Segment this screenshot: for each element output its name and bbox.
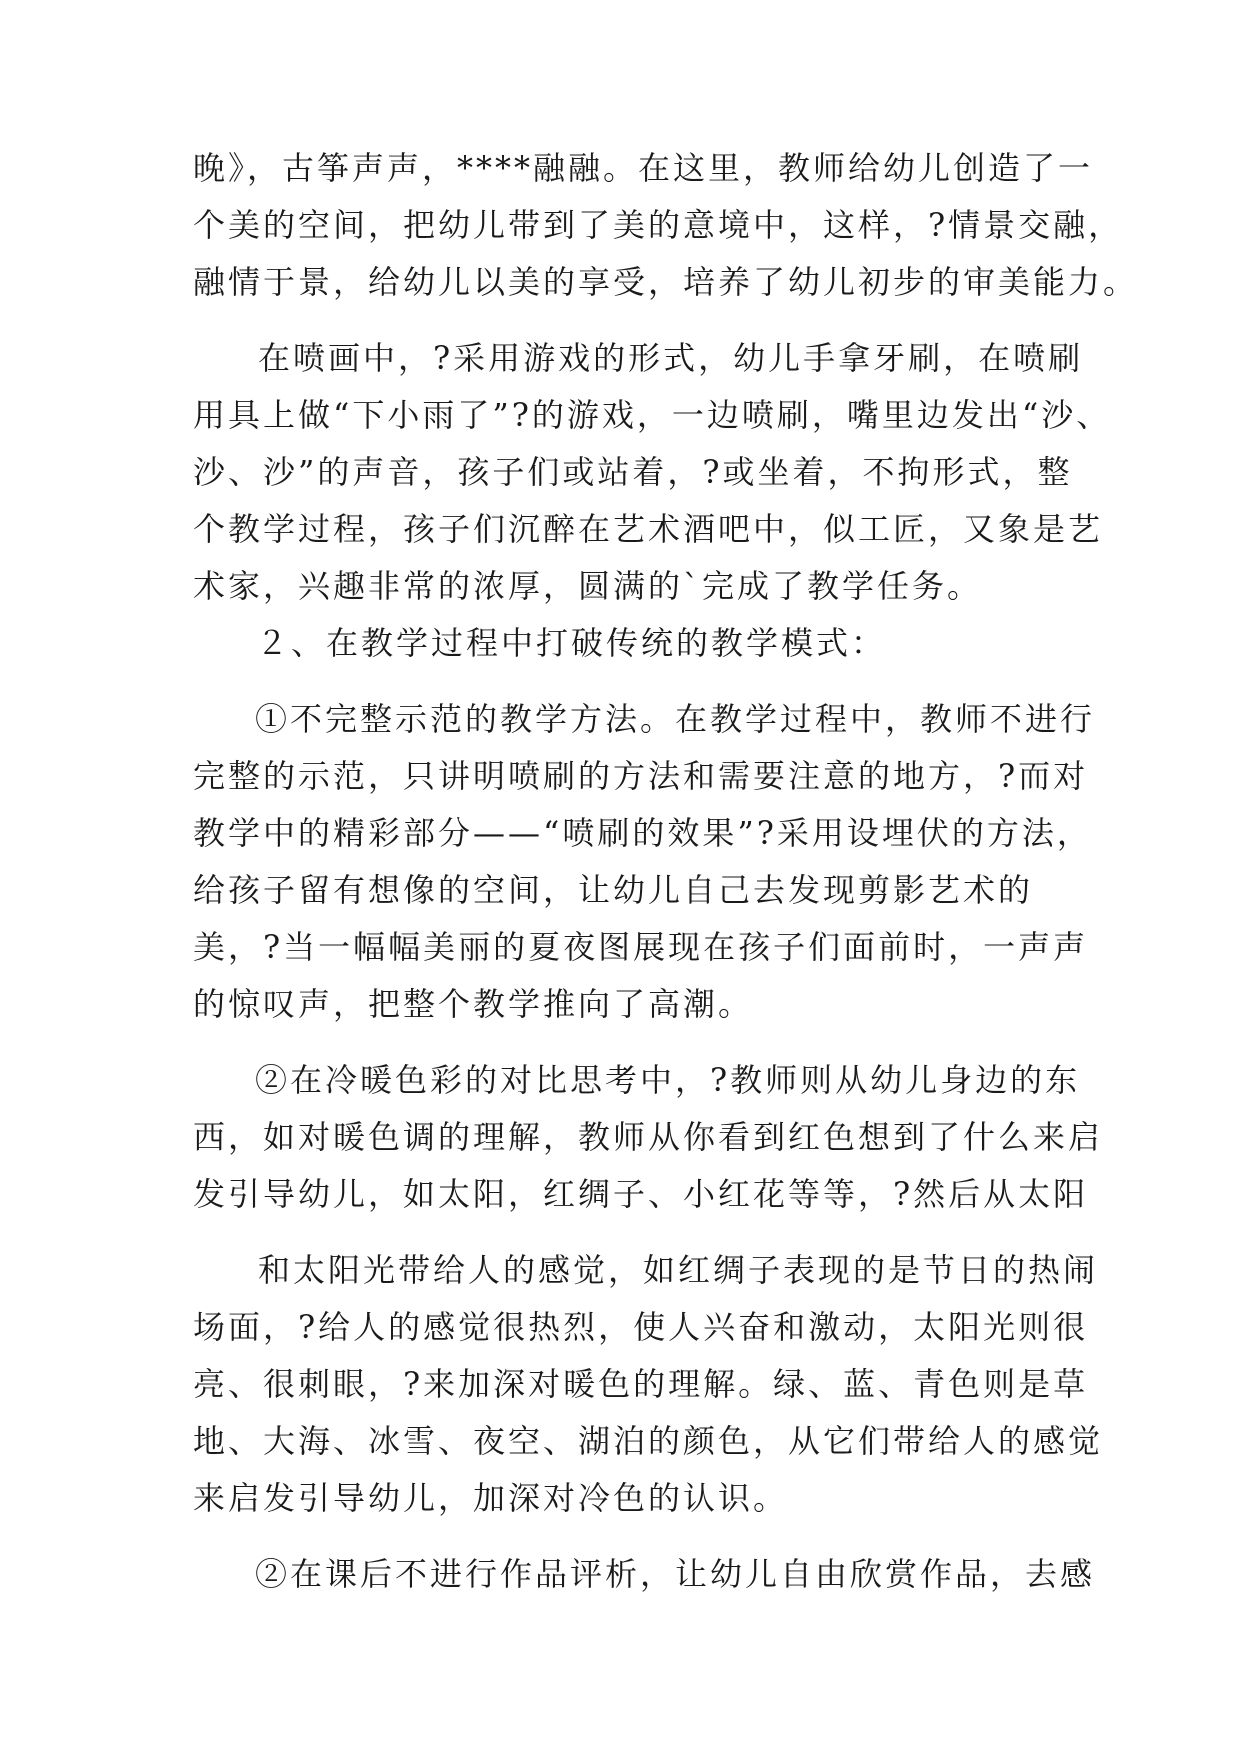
text-line: 给孩子留有想像的空间，让幼儿自己去发现剪影艺术的 [193,871,1034,909]
text-line: ②在冷暖色彩的对比思考中，?教师则从幼儿身边的东 [255,1061,1081,1099]
text-line: 教学中的精彩部分——“喷刷的效果”?采用设埋伏的方法， [193,814,1092,852]
text-line: ２、在教学过程中打破传统的教学模式： [256,624,887,662]
text-line: 亮、很刺眼，?来加深对暖色的理解。绿、蓝、青色则是草 [193,1365,1089,1403]
text-line: 场面，?给人的感觉很热烈，使人兴奋和激动，太阳光则很 [193,1308,1089,1346]
text-line: 和太阳光带给人的感觉，如红绸子表现的是节日的热闹 [258,1251,1099,1289]
text-line: 沙、沙”的声音，孩子们或站着，?或坐着，不拘形式，整 [193,453,1073,491]
text-line: 西，如对暖色调的理解，教师从你看到红色想到了什么来启 [193,1118,1104,1156]
text-line: 完整的示范，只讲明喷刷的方法和需要注意的地方，?而对 [193,757,1089,795]
text-line: 发引导幼儿，如太阳，红绸子、小红花等等，?然后从太阳 [193,1175,1089,1213]
text-line: 用具上做“下小雨了”?的游戏，一边喷刷，嘴里边发出“沙、 [193,396,1112,434]
text-line: ①不完整示范的教学方法。在教学过程中，教师不进行 [255,700,1096,738]
text-line: 来启发引导幼儿，加深对冷色的认识。 [193,1479,789,1517]
text-line: 地、大海、冰雪、夜空、湖泊的颜色，从它们带给人的感觉 [193,1422,1104,1460]
text-line: ②在课后不进行作品评析，让幼儿自由欣赏作品，去感 [255,1555,1096,1593]
text-line: 术家，兴趣非常的浓厚，圆满的`完成了教学任务。 [193,567,983,605]
text-line: 的惊叹声，把整个教学推向了高潮。 [193,985,754,1023]
text-line: 在喷画中，?采用游戏的形式，幼儿手拿牙刷，在喷刷 [258,339,1084,377]
text-line: 融情于景，给幼儿以美的享受，培养了幼儿初步的审美能力。 [193,263,1139,301]
text-line: 个教学过程，孩子们沉醉在艺术酒吧中，似工匠，又象是艺 [193,510,1104,548]
text-line: 个美的空间，把幼儿带到了美的意境中，这样，?情景交融， [193,206,1124,244]
text-line: 美，?当一幅幅美丽的夏夜图展现在孩子们面前时，一声声 [193,928,1089,966]
text-line: 晚》，古筝声声，****融融。在这里，教师给幼儿创造了一 [193,149,1094,187]
